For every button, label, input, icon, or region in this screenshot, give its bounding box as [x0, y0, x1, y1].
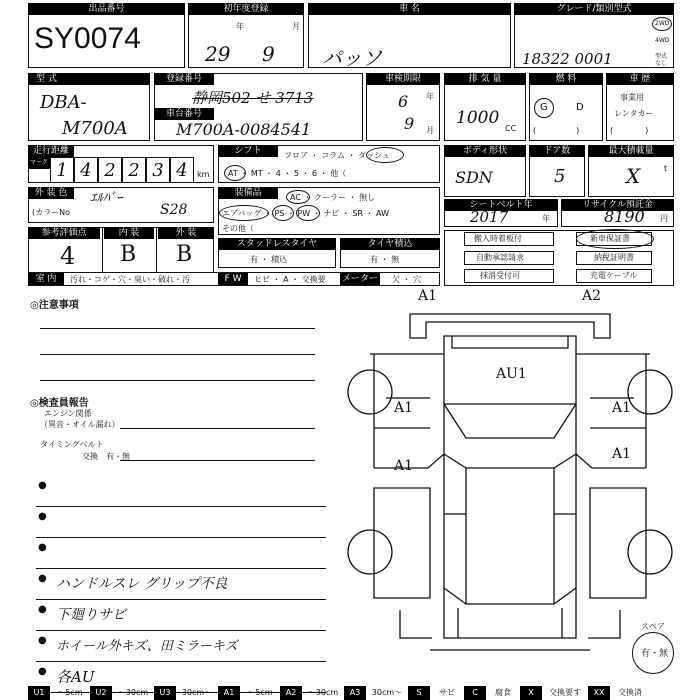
shift-label: シフト	[218, 145, 278, 157]
usage-label: 車 歴	[606, 73, 674, 85]
mark-right-mid: A1	[612, 446, 632, 462]
tailgate-shape	[444, 588, 576, 638]
chassis-label: 車台番号	[154, 108, 214, 120]
mark-a2-top-right: A2	[582, 288, 602, 304]
mileage-digit: 2	[98, 157, 122, 183]
legend-desc: 30cm～	[371, 688, 403, 697]
reg-no-label: 登録番号	[154, 73, 214, 85]
bullet-text: 下廻りサビ	[56, 607, 126, 623]
legend-code: A1	[218, 686, 240, 700]
meter-label: メーター	[341, 274, 378, 284]
roof-shape	[466, 468, 554, 604]
trans-options: AT ・ MT ・ 4 ・ 5 ・ 6 ・ 他（	[228, 169, 347, 178]
mark-left-front: A1	[394, 400, 414, 416]
exterior-value: B	[176, 242, 193, 267]
trans-at-circle	[224, 165, 246, 181]
doc-2-label: 新車保証書	[590, 234, 630, 243]
score-value: 4	[60, 242, 76, 270]
equip-options-1: AC ・ クーラー ・ 無し	[290, 193, 376, 202]
legend-desc: 腐食	[495, 688, 511, 697]
legend-desc: ～5cm	[247, 688, 273, 697]
mileage-digit: 4	[170, 157, 194, 183]
room-options: 汚れ・コゲ・穴・臭い・破れ・汚	[70, 275, 190, 284]
spare-label: スペア	[641, 622, 665, 631]
meter-options: 欠 ・ 穴	[392, 275, 422, 284]
km-unit: km	[197, 170, 210, 179]
fuel-d: D	[576, 102, 584, 113]
equip-label: 装備品	[218, 187, 278, 199]
reg-no-value: 静岡502 せ 3713	[192, 89, 314, 107]
doc-1-label: 搬入時着板付	[474, 234, 522, 243]
doc-5-label: 抹消受付可	[480, 271, 520, 280]
bullet-item: ●	[36, 538, 326, 569]
engine-line	[120, 428, 315, 429]
mark-label: マーク	[28, 157, 50, 169]
bullet-item: ●	[36, 476, 326, 507]
score-label: 参考評価点	[28, 227, 100, 239]
doc-2-circle	[576, 229, 654, 249]
legend-desc: サビ	[439, 688, 455, 697]
caution-label: ◎注意事項	[30, 300, 79, 311]
recycle-value: 8190	[604, 207, 645, 226]
legend-code: U2	[90, 686, 112, 700]
seatbelt-label: シートベルト年	[444, 199, 558, 211]
tire-load-label: タイヤ積込	[340, 238, 440, 250]
body-label: ボディ形状	[444, 145, 526, 157]
windshield-shape	[444, 404, 576, 438]
mileage-digit: 1	[50, 157, 74, 183]
shift-dash-circle	[366, 147, 404, 163]
model-name-label: 車 名	[308, 3, 511, 15]
legend-code: S	[408, 686, 430, 700]
seatbelt-year: 年	[542, 214, 550, 223]
chassis-value: M700A-0084541	[176, 120, 312, 139]
bullet-text: 各AU	[56, 668, 95, 686]
caution-line-1	[40, 328, 315, 329]
mileage-digit: 2	[122, 157, 146, 183]
legend-desc: 交換要す	[549, 688, 581, 697]
bullet-item: ● 下廻りサビ	[36, 600, 326, 631]
mark-left-mid: A1	[394, 458, 414, 474]
bullet-text: ハンドルスレ グリップ不良	[56, 576, 228, 592]
fuel-label: 燃 料	[529, 73, 603, 85]
bullet-text: ホイール外キズ、田ミラーキズ	[56, 639, 238, 654]
legend-code: C	[464, 686, 486, 700]
ton-unit: t	[664, 164, 668, 173]
inspection-value-1: 6	[398, 92, 409, 111]
mark-a1-top-left: A1	[418, 288, 438, 304]
usage-paren: ( )	[610, 126, 649, 135]
legend-desc: 30cm～	[181, 688, 213, 697]
model-name-value: パッソ	[322, 46, 382, 70]
fw-label: F W	[218, 273, 248, 285]
doc-4-label: 納税証明書	[594, 253, 634, 262]
inspection-value-2: 9	[404, 114, 415, 133]
drive-na1: 型式	[655, 53, 668, 60]
inspection-label: 車検期限	[366, 73, 440, 85]
car-diagram	[340, 288, 680, 683]
lot-no-value: SY0074	[34, 22, 141, 55]
legend-desc: ～5cm	[57, 688, 83, 697]
fuel-g: G	[540, 102, 548, 113]
interior-value: B	[120, 242, 137, 267]
caution-line-3	[40, 380, 315, 381]
inspection-month-label: 月	[426, 126, 434, 135]
bullet-item: ● 各AU	[36, 662, 326, 693]
drive-4wd: 4WD	[655, 37, 670, 44]
color-code-value: S28	[160, 202, 188, 218]
body-value: SDN	[455, 168, 493, 187]
timing-label: タイミングベルト	[40, 440, 104, 449]
door-value: 5	[554, 166, 566, 187]
equip-pw-circle	[296, 205, 320, 221]
first-reg-year-label: 年	[236, 22, 244, 31]
rear-door-shapes	[374, 488, 646, 598]
first-reg-label: 初年度登録	[188, 3, 304, 15]
type-value-2: M700A	[62, 118, 128, 139]
capacity-value: X	[626, 164, 641, 188]
engine-label: エンジン関係	[44, 409, 92, 418]
first-reg-month-label: 月	[292, 22, 300, 31]
score-divider-2	[156, 227, 157, 273]
interior-label: 内 装	[104, 227, 154, 239]
bullet-list	[36, 476, 326, 693]
displacement-label: 排 気 量	[444, 73, 526, 85]
equip-ps-circle	[272, 205, 294, 221]
fw-options: ヒビ ・ A ・ 交換要	[254, 275, 326, 284]
engine-sub: （異音・オイル漏れ）	[40, 420, 120, 429]
wheel-front-right	[628, 370, 672, 414]
color-label: 外 装 色	[28, 187, 74, 199]
grade-label: グレード/類別型式	[514, 3, 674, 15]
usage-opt-1: 事業用	[620, 93, 644, 102]
exterior-label: 外 装	[158, 227, 214, 239]
legend-code: A2	[280, 686, 302, 700]
inspection-year-label: 年	[426, 92, 434, 101]
inspector-label: ◎検査員報告	[30, 398, 89, 409]
legend-code: XX	[588, 686, 610, 700]
grade-value: 18322 0001	[522, 50, 613, 68]
usage-opt-2: レンタカー	[614, 109, 654, 118]
shift-options: フロア ・ コラム ・ ダッシュ	[284, 151, 390, 160]
bullet-item: ● ホイール外キズ、田ミラーキズ	[36, 631, 326, 662]
first-reg-month: 9	[262, 42, 275, 66]
mileage-digits	[50, 157, 194, 183]
mark-au1-roof: AU1	[496, 366, 527, 382]
door-label: ドア数	[529, 145, 585, 157]
legend-bar	[28, 686, 674, 700]
drive-na2: なし	[655, 60, 668, 67]
equip-ac-circle	[286, 190, 310, 204]
color-value: ｴﾙﾊﾞｰ	[90, 191, 123, 206]
legend-desc: 交換済	[618, 688, 642, 697]
legend-desc: ～30cm	[117, 688, 149, 697]
legend-desc: ～30cm	[307, 688, 339, 697]
lot-no-label: 出品番号	[28, 3, 185, 15]
first-reg-year: 29	[205, 42, 231, 66]
room-label: 室 内	[28, 273, 64, 285]
capacity-label: 最大積載量	[588, 145, 674, 157]
yen-unit: 円	[660, 214, 668, 223]
fuel-paren: ( )	[533, 126, 580, 135]
caution-line-2	[40, 354, 315, 355]
wheel-rear-left	[348, 530, 392, 574]
score-divider-1	[102, 227, 103, 273]
doc-3-label: 自動承認請求	[476, 253, 524, 262]
spare-value: 有・無	[641, 649, 669, 659]
legend-code: A3	[344, 686, 366, 700]
tire-load-options: 有 ・ 無	[370, 255, 400, 264]
cc-unit: CC	[505, 124, 517, 133]
seatbelt-value: 2017	[470, 208, 509, 226]
legend-code: X	[520, 686, 542, 700]
mileage-label: 走行距離	[28, 145, 74, 157]
equip-other: その他（	[222, 224, 254, 233]
recycle-label: リサイクル預託金	[561, 199, 674, 211]
equip-airbag-circle	[219, 205, 269, 221]
type-label: 型 式	[28, 73, 150, 85]
equip-options-2: エアバッグ ・ PS ・ PW ・ ナビ ・ SR ・ AW	[222, 209, 390, 218]
drive-2wd: 2WD	[655, 20, 670, 27]
wheel-rear-right	[628, 530, 672, 574]
doc-6-label: 充電ケーブル	[590, 271, 638, 280]
mark-right-front: A1	[612, 400, 632, 416]
mileage-digit: 4	[74, 157, 98, 183]
timing-sub: 交換 有・無	[82, 452, 130, 461]
studless-label: スタッドレスタイヤ	[218, 238, 336, 250]
bullet-item: ● ハンドルスレ グリップ不良	[36, 569, 326, 600]
front-bumper-shape	[410, 314, 610, 338]
legend-code: U1	[28, 686, 50, 700]
studless-options: 有 ・ 積込	[250, 255, 288, 264]
displacement-value: 1000	[456, 108, 500, 128]
legend-code: U3	[154, 686, 176, 700]
bullet-item: ●	[36, 507, 326, 538]
type-value-1: DBA-	[40, 92, 87, 113]
mileage-digit: 3	[146, 157, 170, 183]
color-code-label: (カラーNo	[32, 208, 70, 217]
timing-line	[120, 460, 315, 461]
wheel-front-left	[348, 370, 392, 414]
